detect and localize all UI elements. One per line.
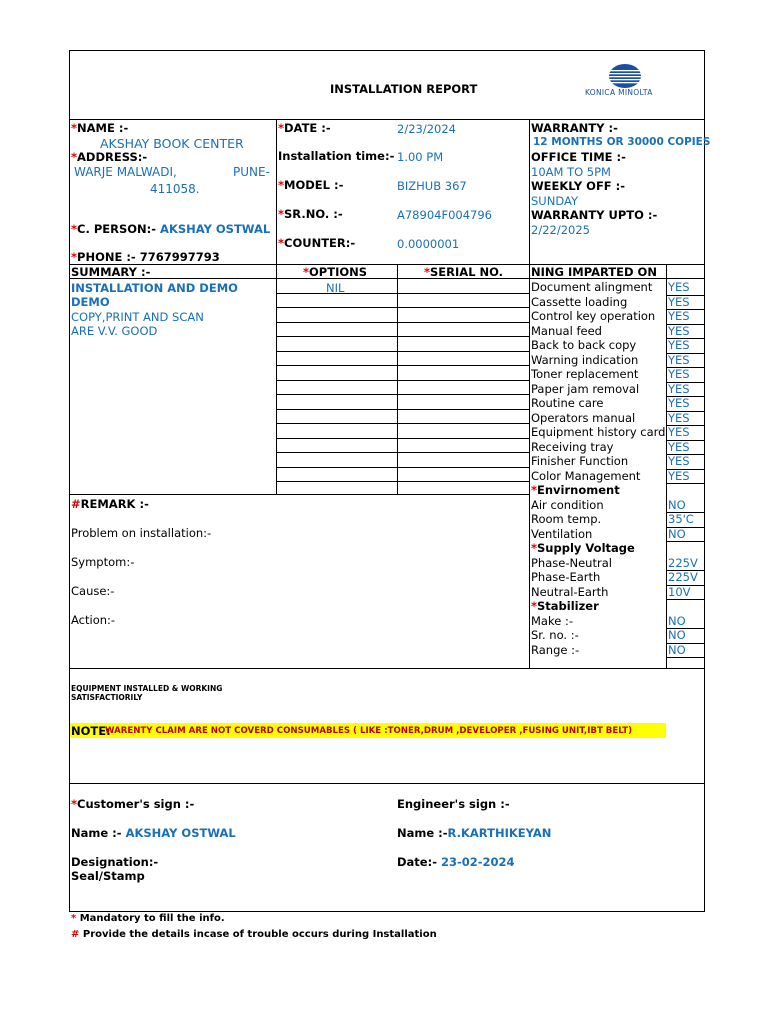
report-title: INSTALLATION REPORT xyxy=(330,82,478,96)
environment-item-value: NO xyxy=(668,526,686,541)
training-item-label: Control key operation xyxy=(531,309,656,323)
option-row-rule xyxy=(276,467,530,468)
voltage-item-value: 225V xyxy=(668,570,698,584)
training-item-value: YES xyxy=(668,381,690,396)
action-label: Action:- xyxy=(71,613,116,627)
option-row-rule xyxy=(276,452,530,453)
engineer-sign-label: Engineer's sign :- xyxy=(397,797,510,811)
phone-label: *PHONE :- 7767997793 xyxy=(71,250,220,264)
training-item-label: Warning indication xyxy=(531,352,639,367)
option-row-rule xyxy=(276,336,530,337)
cause-label: Cause:- xyxy=(71,584,115,598)
training-item-value: YES xyxy=(668,367,690,381)
voltage-item-label: Phase-Earth xyxy=(531,570,601,584)
training-item-label: Operators manual xyxy=(531,410,636,425)
summary-line: ARE V.V. GOOD xyxy=(71,324,158,338)
voltage-item-value: 10V xyxy=(668,584,691,599)
customer-name: AKSHAY BOOK CENTER xyxy=(100,136,244,151)
symptom-label: Symptom:- xyxy=(71,555,135,569)
stabilizer-item-label: Sr. no. :- xyxy=(531,628,579,642)
option-row-rule xyxy=(276,423,530,424)
warranty-upto-label: WARRANTY UPTO :- xyxy=(531,208,658,222)
signoff-date-label: Date:- 23-02-2024 xyxy=(397,855,515,869)
voltage-item-value: 225V xyxy=(668,555,698,570)
rule xyxy=(69,119,705,120)
summary-label: SUMMARY :- xyxy=(71,265,151,279)
summary-line: COPY,PRINT AND SCAN xyxy=(71,310,204,324)
install-time-value: 1.00 PM xyxy=(397,150,444,164)
rule xyxy=(666,264,667,669)
office-time-value: 10AM TO 5PM xyxy=(531,165,611,179)
option-row-rule xyxy=(276,438,530,439)
date-label: *DATE :- xyxy=(278,121,331,135)
value-cell-rule xyxy=(666,483,705,484)
option-row-rule xyxy=(276,307,530,308)
stabilizer-item-value: NO xyxy=(668,628,686,642)
option-row-rule xyxy=(276,293,530,294)
serial-header: *SERIAL NO. xyxy=(424,265,504,279)
konica-minolta-logo: KONICA MINOLTA xyxy=(585,62,665,100)
value-cell-rule xyxy=(666,599,705,600)
summary-line: INSTALLATION AND DEMO xyxy=(71,281,238,295)
training-item-label: Equipment history card xyxy=(531,425,666,439)
environment-item-label: Room temp. xyxy=(531,512,602,526)
training-item-label: Cassette loading xyxy=(531,294,628,309)
training-item-label: Finisher Function xyxy=(531,454,629,468)
warranty-value: 12 MONTHS OR 30000 COPIES xyxy=(533,136,711,148)
training-item-label: Manual feed xyxy=(531,323,602,338)
remark-label: #REMARK :- xyxy=(71,497,149,511)
training-item-label: Paper jam removal xyxy=(531,381,640,396)
voltage-item-label: Phase-Neutral xyxy=(531,555,612,570)
counter-label: *COUNTER:- xyxy=(278,236,356,250)
name-label: *NAME :- xyxy=(71,121,129,135)
model-value: BIZHUB 367 xyxy=(397,179,467,193)
weekly-off-value: SUNDAY xyxy=(531,194,578,208)
environment-item-value: NO xyxy=(668,497,686,512)
srno-value: A78904F004796 xyxy=(397,208,492,222)
environment-item-label: Air condition xyxy=(531,497,604,512)
customer-sign-label: *Customer's sign :- xyxy=(71,797,195,811)
address-city: PUNE- xyxy=(233,165,270,179)
training-item-label: Color Management xyxy=(531,468,641,483)
footnote-trouble: # Provide the details incase of trouble occurs during Installation xyxy=(71,929,437,940)
counter-value: 0.0000001 xyxy=(397,237,460,251)
warranty-upto-value: 2/22/2025 xyxy=(531,223,590,237)
training-item-value: YES xyxy=(668,425,690,439)
training-item-value: YES xyxy=(668,352,690,367)
note-label: NOTE: xyxy=(71,724,111,738)
address-pin: 411058. xyxy=(150,182,200,196)
training-header: NING IMPARTED ON xyxy=(531,265,657,279)
model-label: *MODEL :- xyxy=(278,178,344,192)
environment-item-value: 35'C xyxy=(668,512,694,526)
stabilizer-header: *Stabilizer xyxy=(531,599,599,613)
training-item-value: YES xyxy=(668,280,690,294)
option-row-rule xyxy=(276,409,530,410)
training-item-label: Document alingment xyxy=(531,280,653,294)
environment-item-label: Ventilation xyxy=(531,526,593,541)
option-row-rule xyxy=(276,351,530,352)
option-row-rule xyxy=(276,380,530,381)
office-time-label: OFFICE TIME :- xyxy=(531,150,626,164)
summary-line: DEMO xyxy=(71,295,110,309)
warranty-label: WARRANTY :- xyxy=(531,121,618,135)
value-cell-rule xyxy=(666,657,705,658)
footnote-mandatory: * Mandatory to fill the info. xyxy=(71,913,225,924)
environment-header: *Envirnoment xyxy=(531,483,620,497)
value-cell-rule xyxy=(666,541,705,542)
status-text: EQUIPMENT INSTALLED & WORKING SATISFACTIORILY xyxy=(71,684,223,702)
stabilizer-item-label: Make :- xyxy=(531,613,573,628)
option-value: NIL xyxy=(326,281,345,295)
training-item-label: Receiving tray xyxy=(531,439,614,454)
engineer-name-label: Name :-R.KARTHIKEYAN xyxy=(397,826,552,840)
training-item-label: Back to back copy xyxy=(531,338,637,352)
training-item-label: Routine care xyxy=(531,396,604,410)
voltage-header: *Supply Voltage xyxy=(531,541,635,555)
training-item-value: YES xyxy=(668,323,690,338)
training-item-value: YES xyxy=(668,439,690,454)
training-item-label: Toner replacement xyxy=(531,367,639,381)
training-item-value: YES xyxy=(668,338,690,352)
rule xyxy=(69,494,530,495)
option-row-rule xyxy=(276,394,530,395)
training-item-value: YES xyxy=(668,396,690,410)
voltage-item-label: Neutral-Earth xyxy=(531,584,609,599)
stabilizer-item-value: NO xyxy=(668,642,686,657)
training-item-value: YES xyxy=(668,410,690,425)
rule xyxy=(69,783,705,784)
weekly-off-label: WEEKLY OFF :- xyxy=(531,179,626,193)
option-row-rule xyxy=(276,365,530,366)
option-row-rule xyxy=(276,481,530,482)
stabilizer-item-label: Range :- xyxy=(531,642,580,657)
contact-label: *C. PERSON:- AKSHAY OSTWAL xyxy=(71,222,271,236)
problem-label: Problem on installation:- xyxy=(71,526,212,540)
stabilizer-item-value: NO xyxy=(668,613,686,628)
address-line: WARJE MALWADI, xyxy=(74,165,177,179)
note-text: WARENTY CLAIM ARE NOT COVERD CONSUMABLES ( LIKE :TONER,DRUM ,DEVELOPER ,FUSING UNIT,IBT BELT) xyxy=(105,726,633,736)
address-label: *ADDRESS:- xyxy=(71,150,148,164)
designation-label: Designation:- xyxy=(71,855,159,869)
training-item-value: YES xyxy=(668,454,690,468)
date-value: 2/23/2024 xyxy=(397,122,456,136)
training-item-value: YES xyxy=(668,294,690,309)
seal-label: Seal/Stamp xyxy=(71,869,145,883)
rule xyxy=(397,264,398,494)
install-time-label: Installation time:- xyxy=(278,149,395,163)
option-row-rule xyxy=(276,322,530,323)
rule xyxy=(69,668,705,669)
srno-label: *SR.NO. :- xyxy=(278,207,343,221)
customer-name-label: Name :- AKSHAY OSTWAL xyxy=(71,826,236,840)
training-item-value: YES xyxy=(668,309,690,323)
options-header: *OPTIONS xyxy=(303,265,368,279)
training-item-value: YES xyxy=(668,468,690,483)
